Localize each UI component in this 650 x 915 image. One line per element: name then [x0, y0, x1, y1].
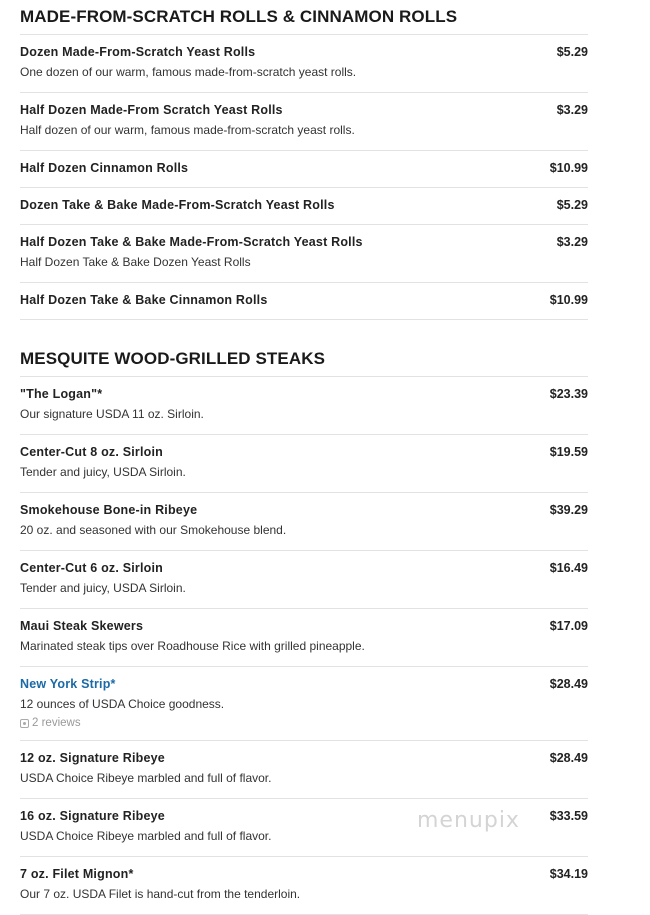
menu-item[interactable]: [20, 741, 588, 799]
item-price: $19.59: [549, 445, 588, 459]
menu-item[interactable]: [20, 188, 588, 225]
item-name: Maui Steak Skewers: [20, 619, 144, 633]
item-price: $5.29: [556, 198, 588, 212]
item-price: $3.29: [556, 235, 588, 249]
item-name: 7 oz. Filet Mignon*: [20, 867, 134, 881]
item-name: "The Logan"*: [20, 387, 103, 401]
item-name: Dozen Take & Bake Made-From-Scratch Yeast Rolls: [20, 198, 335, 212]
section-title-rolls: MADE-FROM-SCRATCH ROLLS & CINNAMON ROLLS: [20, 0, 588, 35]
item-price: $5.29: [556, 45, 588, 59]
item-price: $17.09: [549, 619, 588, 633]
item-description: Tender and juicy, USDA Sirloin.: [20, 581, 186, 595]
item-price: $34.19: [549, 867, 588, 881]
item-name: 12 oz. Signature Ribeye: [20, 751, 165, 765]
item-description: Our 7 oz. USDA Filet is hand-cut from the tenderloin.: [20, 887, 301, 901]
review-icon: [20, 719, 29, 728]
item-name: Center-Cut 8 oz. Sirloin: [20, 445, 164, 459]
item-name: Smokehouse Bone-in Ribeye: [20, 503, 198, 517]
item-price: $28.49: [549, 751, 588, 765]
item-description: One dozen of our warm, famous made-from-scratch yeast rolls.: [20, 65, 357, 79]
menu-item[interactable]: [20, 667, 588, 741]
item-description: Half Dozen Take & Bake Dozen Yeast Rolls: [20, 255, 251, 269]
menu-item[interactable]: [20, 609, 588, 667]
menu-item[interactable]: [20, 283, 588, 320]
item-description: Our signature USDA 11 oz. Sirloin.: [20, 407, 204, 421]
menu-item[interactable]: [20, 435, 588, 493]
menu-item[interactable]: [20, 93, 588, 151]
item-name: 16 oz. Signature Ribeye: [20, 809, 165, 823]
item-price: $39.29: [549, 503, 588, 517]
item-name-link[interactable]: New York Strip*: [20, 677, 116, 691]
menu-item[interactable]: [20, 225, 588, 283]
item-price: $28.49: [549, 677, 588, 691]
menu-item[interactable]: [20, 35, 588, 93]
item-price: $10.99: [549, 161, 588, 175]
menu-item[interactable]: [20, 551, 588, 609]
item-price: $3.29: [556, 103, 588, 117]
item-name: Half Dozen Take & Bake Cinnamon Rolls: [20, 293, 268, 307]
section-title-steaks: MESQUITE WOOD-GRILLED STEAKS: [20, 342, 588, 377]
item-description: 20 oz. and seasoned with our Smokehouse blend.: [20, 523, 287, 537]
menu-item[interactable]: [20, 151, 588, 188]
watermark: menupix: [417, 808, 520, 833]
item-name: Half Dozen Made-From Scratch Yeast Rolls: [20, 103, 283, 117]
menu-item[interactable]: [20, 493, 588, 551]
item-price: $23.39: [549, 387, 588, 401]
menu-item[interactable]: [20, 857, 588, 915]
item-description: USDA Choice Ribeye marbled and full of flavor.: [20, 829, 272, 843]
reviews-count: 2 reviews: [32, 717, 81, 729]
item-price: $16.49: [549, 561, 588, 575]
item-price: $10.99: [549, 293, 588, 307]
item-name: Center-Cut 6 oz. Sirloin: [20, 561, 164, 575]
item-description: 12 ounces of USDA Choice goodness.: [20, 697, 225, 711]
reviews-link[interactable]: [20, 717, 588, 729]
item-name: Half Dozen Take & Bake Made-From-Scratch Yeast Rolls: [20, 235, 363, 249]
item-description: Marinated steak tips over Roadhouse Rice with grilled pineapple.: [20, 639, 365, 653]
item-name: Dozen Made-From-Scratch Yeast Rolls: [20, 45, 256, 59]
menu-item[interactable]: [20, 377, 588, 435]
item-name: Half Dozen Cinnamon Rolls: [20, 161, 189, 175]
item-description: USDA Choice Ribeye marbled and full of flavor.: [20, 771, 272, 785]
menu-content: [20, 0, 588, 915]
item-price: $33.59: [549, 809, 588, 823]
item-description: Tender and juicy, USDA Sirloin.: [20, 465, 186, 479]
item-description: Half dozen of our warm, famous made-from-scratch yeast rolls.: [20, 123, 355, 137]
